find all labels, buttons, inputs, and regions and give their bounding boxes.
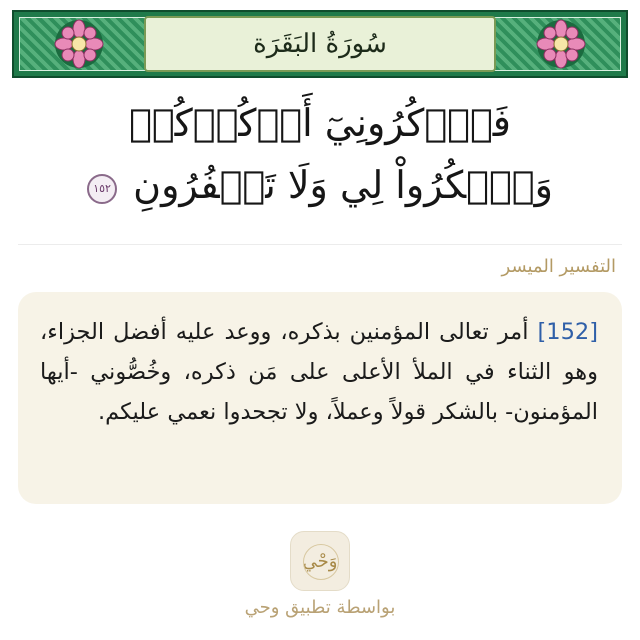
surah-name-panel bbox=[144, 16, 496, 72]
tafsir-card bbox=[18, 292, 622, 504]
wahy-app-icon[interactable] bbox=[290, 531, 350, 591]
footer-caption: بواسطة تطبيق وحي bbox=[244, 597, 396, 618]
tafsir-text bbox=[40, 312, 598, 432]
ayah-number-marker: ١٥٢ bbox=[87, 174, 117, 204]
tafsir-title: التفسير الميسر bbox=[501, 256, 616, 277]
tafsir-body: أمر تعالى المؤمنين بذكره، ووعد عليه أفضل الجزاء، وهو الثناء في الملأ الأعلى على مَن ذكره، وخُصُّوني -أيها المؤمنون- بالشكر قولاً وعملاً، ولا تجحدوا نعمي عليكم. bbox=[40, 319, 598, 425]
floral-rosette-icon bbox=[54, 19, 104, 69]
ayah-reference: [152] bbox=[537, 319, 598, 345]
ayah-line-2 bbox=[0, 154, 640, 216]
surah-name: سُورَةُ البَقَرَة bbox=[253, 29, 387, 59]
app-icon-ring bbox=[303, 544, 339, 580]
ayah-text bbox=[0, 92, 640, 216]
section-divider bbox=[18, 244, 622, 245]
floral-rosette-icon bbox=[536, 19, 586, 69]
ayah-line-1: فَٱذۡكُرُونِيٓ أَذۡكُرۡكُمۡ bbox=[129, 101, 511, 145]
app-logo-text: وَحْي bbox=[302, 550, 338, 572]
ayah-line-2-text: وَٱشۡكُرُواْ لِي وَلَا تَكۡفُرُونِ bbox=[133, 163, 553, 207]
surah-header-banner bbox=[12, 10, 628, 78]
